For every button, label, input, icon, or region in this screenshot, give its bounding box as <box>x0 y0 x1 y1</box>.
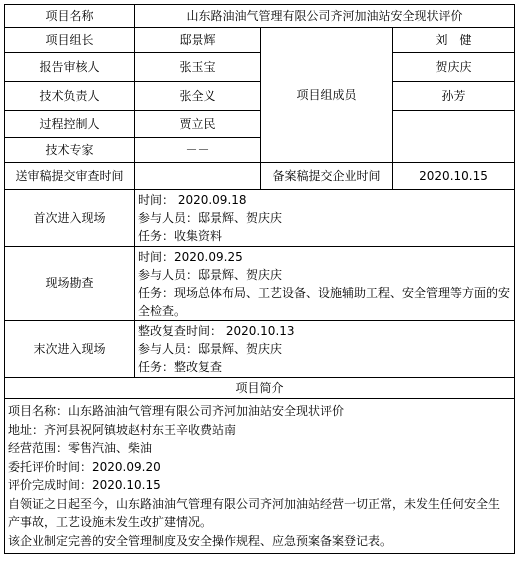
visit-survey-people: 参与人员：邸景辉、贺庆庆 <box>138 267 283 282</box>
visit-last-people: 参与人员：邸景辉、贺庆庆 <box>138 342 283 356</box>
row-visit-last <box>5 321 515 378</box>
row-reviewer <box>5 53 515 82</box>
row-dates <box>5 163 515 190</box>
tech-lead-value: 张全义 <box>135 82 261 111</box>
visit-survey-label: 现场勘查 <box>5 247 135 321</box>
row-tech-lead <box>5 82 515 111</box>
reviewer-label: 报告审核人 <box>5 53 135 82</box>
leader-label: 项目组长 <box>5 28 135 53</box>
visit-last-label: 末次进入现场 <box>5 321 135 378</box>
filing-value: 2020.10.15 <box>393 163 515 190</box>
visit-first-label: 首次进入现场 <box>5 190 135 247</box>
intro-line-name: 项目名称：山东路油油气管理有限公司齐河加油站安全现状评价 <box>8 404 345 418</box>
visit-first-people: 参与人员：邸景辉、贺庆庆 <box>138 211 283 225</box>
intro-line-status: 自领证之日起至今，山东路油油气管理有限公司齐河加油站经营一切正常，未发生任何安全生产事故，工艺设施未发生改扩建情况。 <box>8 496 501 529</box>
row-visit-first <box>5 190 515 247</box>
visit-last-details <box>135 321 515 378</box>
process-value: 贾立民 <box>135 111 261 138</box>
row-intro-title <box>5 378 515 399</box>
intro-title: 项目简介 <box>5 378 515 399</box>
row-intro-body <box>5 399 515 554</box>
submit-label: 送审稿提交审查时间 <box>5 163 135 190</box>
leader-value: 邸景辉 <box>135 28 261 53</box>
intro-line-scope: 经营范围：零售汽油、柴油 <box>8 441 153 455</box>
row-process <box>5 111 515 138</box>
visit-last-task: 任务：整改复查 <box>138 360 223 374</box>
intro-body <box>5 399 515 554</box>
tech-lead-label: 技术负责人 <box>5 82 135 111</box>
intro-line-management: 该企业制定完善的安全管理制度及安全操作规程、应急预案备案登记表。 <box>8 533 393 548</box>
visit-survey-details <box>135 247 515 321</box>
member-2: 贺庆庆 <box>393 53 515 82</box>
row-leader <box>5 28 515 53</box>
member-1: 刘 健 <box>393 28 515 53</box>
intro-line-address: 地址：齐河县祝阿镇坡赵村东王辛收费站南 <box>8 422 237 437</box>
submit-value <box>135 163 261 190</box>
visit-last-time: 整改复查时间： 2020.10.13 <box>138 324 295 338</box>
reviewer-value: 张玉宝 <box>135 53 261 82</box>
row-project-name <box>5 5 515 28</box>
expert-label: 技术专家 <box>5 138 135 163</box>
visit-survey-task: 任务：现场总体布局、工艺设备、设施辅助工程、安全管理等方面的安全检查。 <box>138 285 511 318</box>
visit-survey-time: 时间：2020.09.25 <box>138 249 243 264</box>
project-name-value: 山东路油油气管理有限公司齐河加油站安全现状评价 <box>135 5 515 28</box>
visit-first-time: 时间： 2020.09.18 <box>138 193 247 207</box>
members-label: 项目组成员 <box>261 28 393 163</box>
member-3: 孙芳 <box>393 82 515 111</box>
project-name-label: 项目名称 <box>5 5 135 28</box>
intro-line-commission-date: 委托评价时间：2020.09.20 <box>8 459 161 474</box>
visit-first-task: 任务：收集资料 <box>138 229 223 243</box>
row-visit-survey <box>5 247 515 321</box>
process-label: 过程控制人 <box>5 111 135 138</box>
expert-value: －－ <box>135 138 261 163</box>
filing-label: 备案稿提交企业时间 <box>261 163 393 190</box>
member-blank <box>393 111 515 163</box>
visit-first-details <box>135 190 515 247</box>
evaluation-info-table <box>4 4 515 554</box>
intro-line-completion-date: 评价完成时间：2020.10.15 <box>8 478 161 492</box>
